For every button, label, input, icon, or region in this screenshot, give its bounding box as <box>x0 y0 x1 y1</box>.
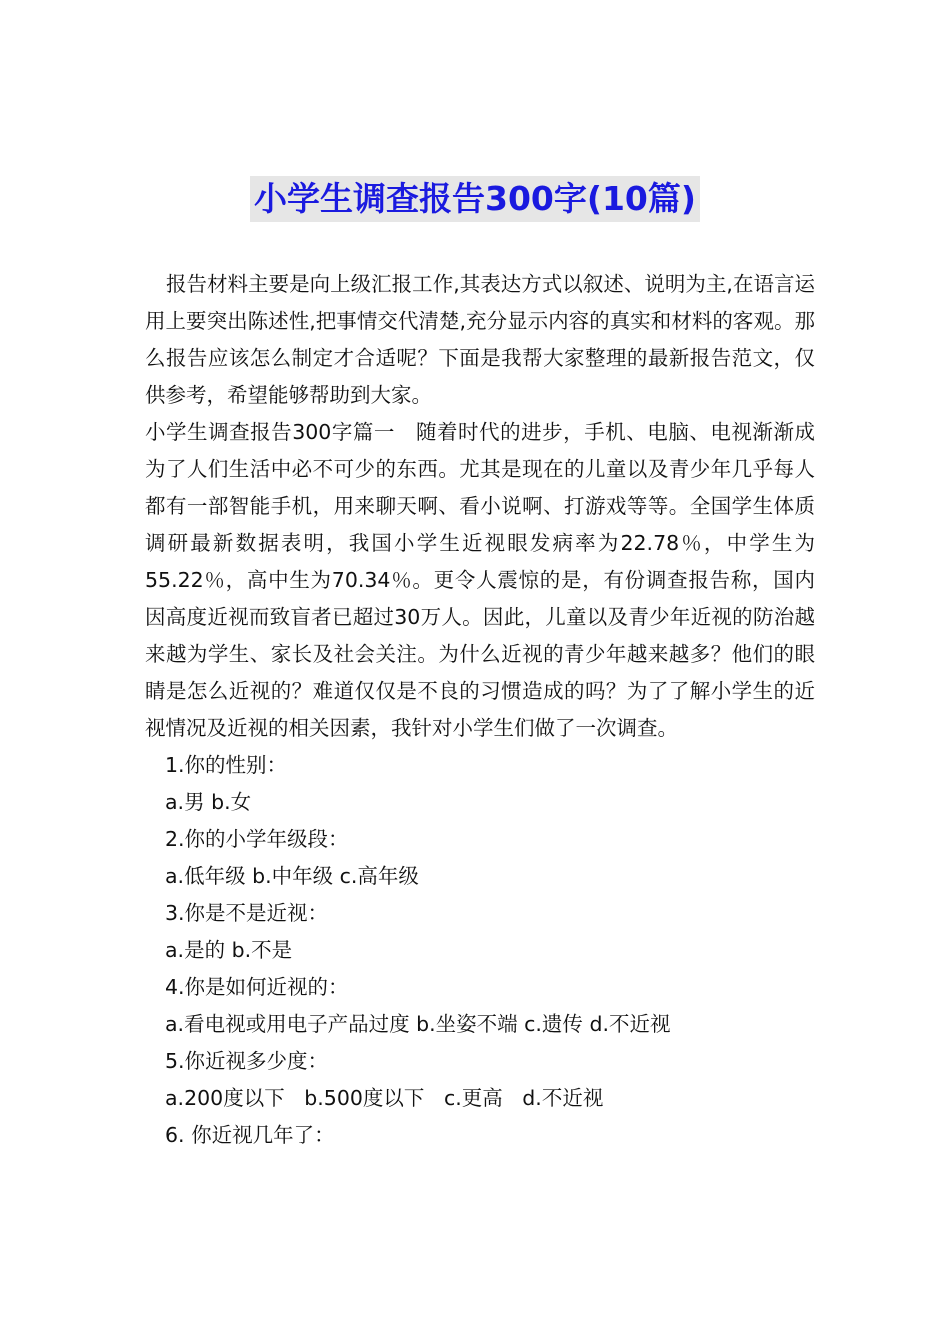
document-body <box>145 266 815 1154</box>
question-line: 4.你是如何近视的： <box>165 975 349 999</box>
intro-paragraph: 报告材料主要是向上级汇报工作,其表达方式以叙述、说明为主,在语言运用上要突出陈述性,把事情交代清楚,充分显示内容的真实和材料的客观。那么报告应该怎么制定才合适呢？下面是我帮大家整理的最新报告范文，仅供参考，希望能够帮助到大家。 <box>145 272 815 407</box>
section-paragraph: 小学生调查报告300字篇一 随着时代的进步，手机、电脑、电视渐渐成为了人们生活中必不可少的东西。尤其是现在的儿童以及青少年几乎每人都有一部智能手机，用来聊天啊、看小说啊、打游戏等等。全国学生体质调研最新数据表明，我国小学生近视眼发病率为22.78％，中学生为55.22％，高中生为70.34％。更令人震惊的是，有份调查报告称，国内因高度近视而致盲者已超过30万人。因此，儿童以及青少年近视的防治越来越为学生、家长及社会关注。为什么近视的青少年越来越多？他们的眼睛是怎么近视的？难道仅仅是不良的习惯造成的吗？为了了解小学生的近视情况及近视的相关因素，我针对小学生们做了一次调查。 <box>145 420 815 740</box>
question-line: 1.你的性别： <box>165 753 288 777</box>
question-line: 6. 你近视几年了： <box>165 1123 335 1147</box>
answer-options-line: a.200度以下 b.500度以下 c.更高 d.不近视 <box>165 1086 604 1110</box>
answer-options-line: a.男 b.女 <box>165 790 252 814</box>
title-container <box>0 176 950 222</box>
question-line: 5.你近视多少度： <box>165 1049 329 1073</box>
answer-options-line: a.看电视或用电子产品过度 b.坐姿不端 c.遗传 d.不近视 <box>165 1012 671 1036</box>
question-line: 3.你是不是近视： <box>165 901 329 925</box>
document-title: 小学生调查报告300字(10篇) <box>250 176 700 222</box>
answer-options-line: a.低年级 b.中年级 c.高年级 <box>165 864 419 888</box>
question-line: 2.你的小学年级段： <box>165 827 349 851</box>
answer-options-line: a.是的 b.不是 <box>165 938 293 962</box>
